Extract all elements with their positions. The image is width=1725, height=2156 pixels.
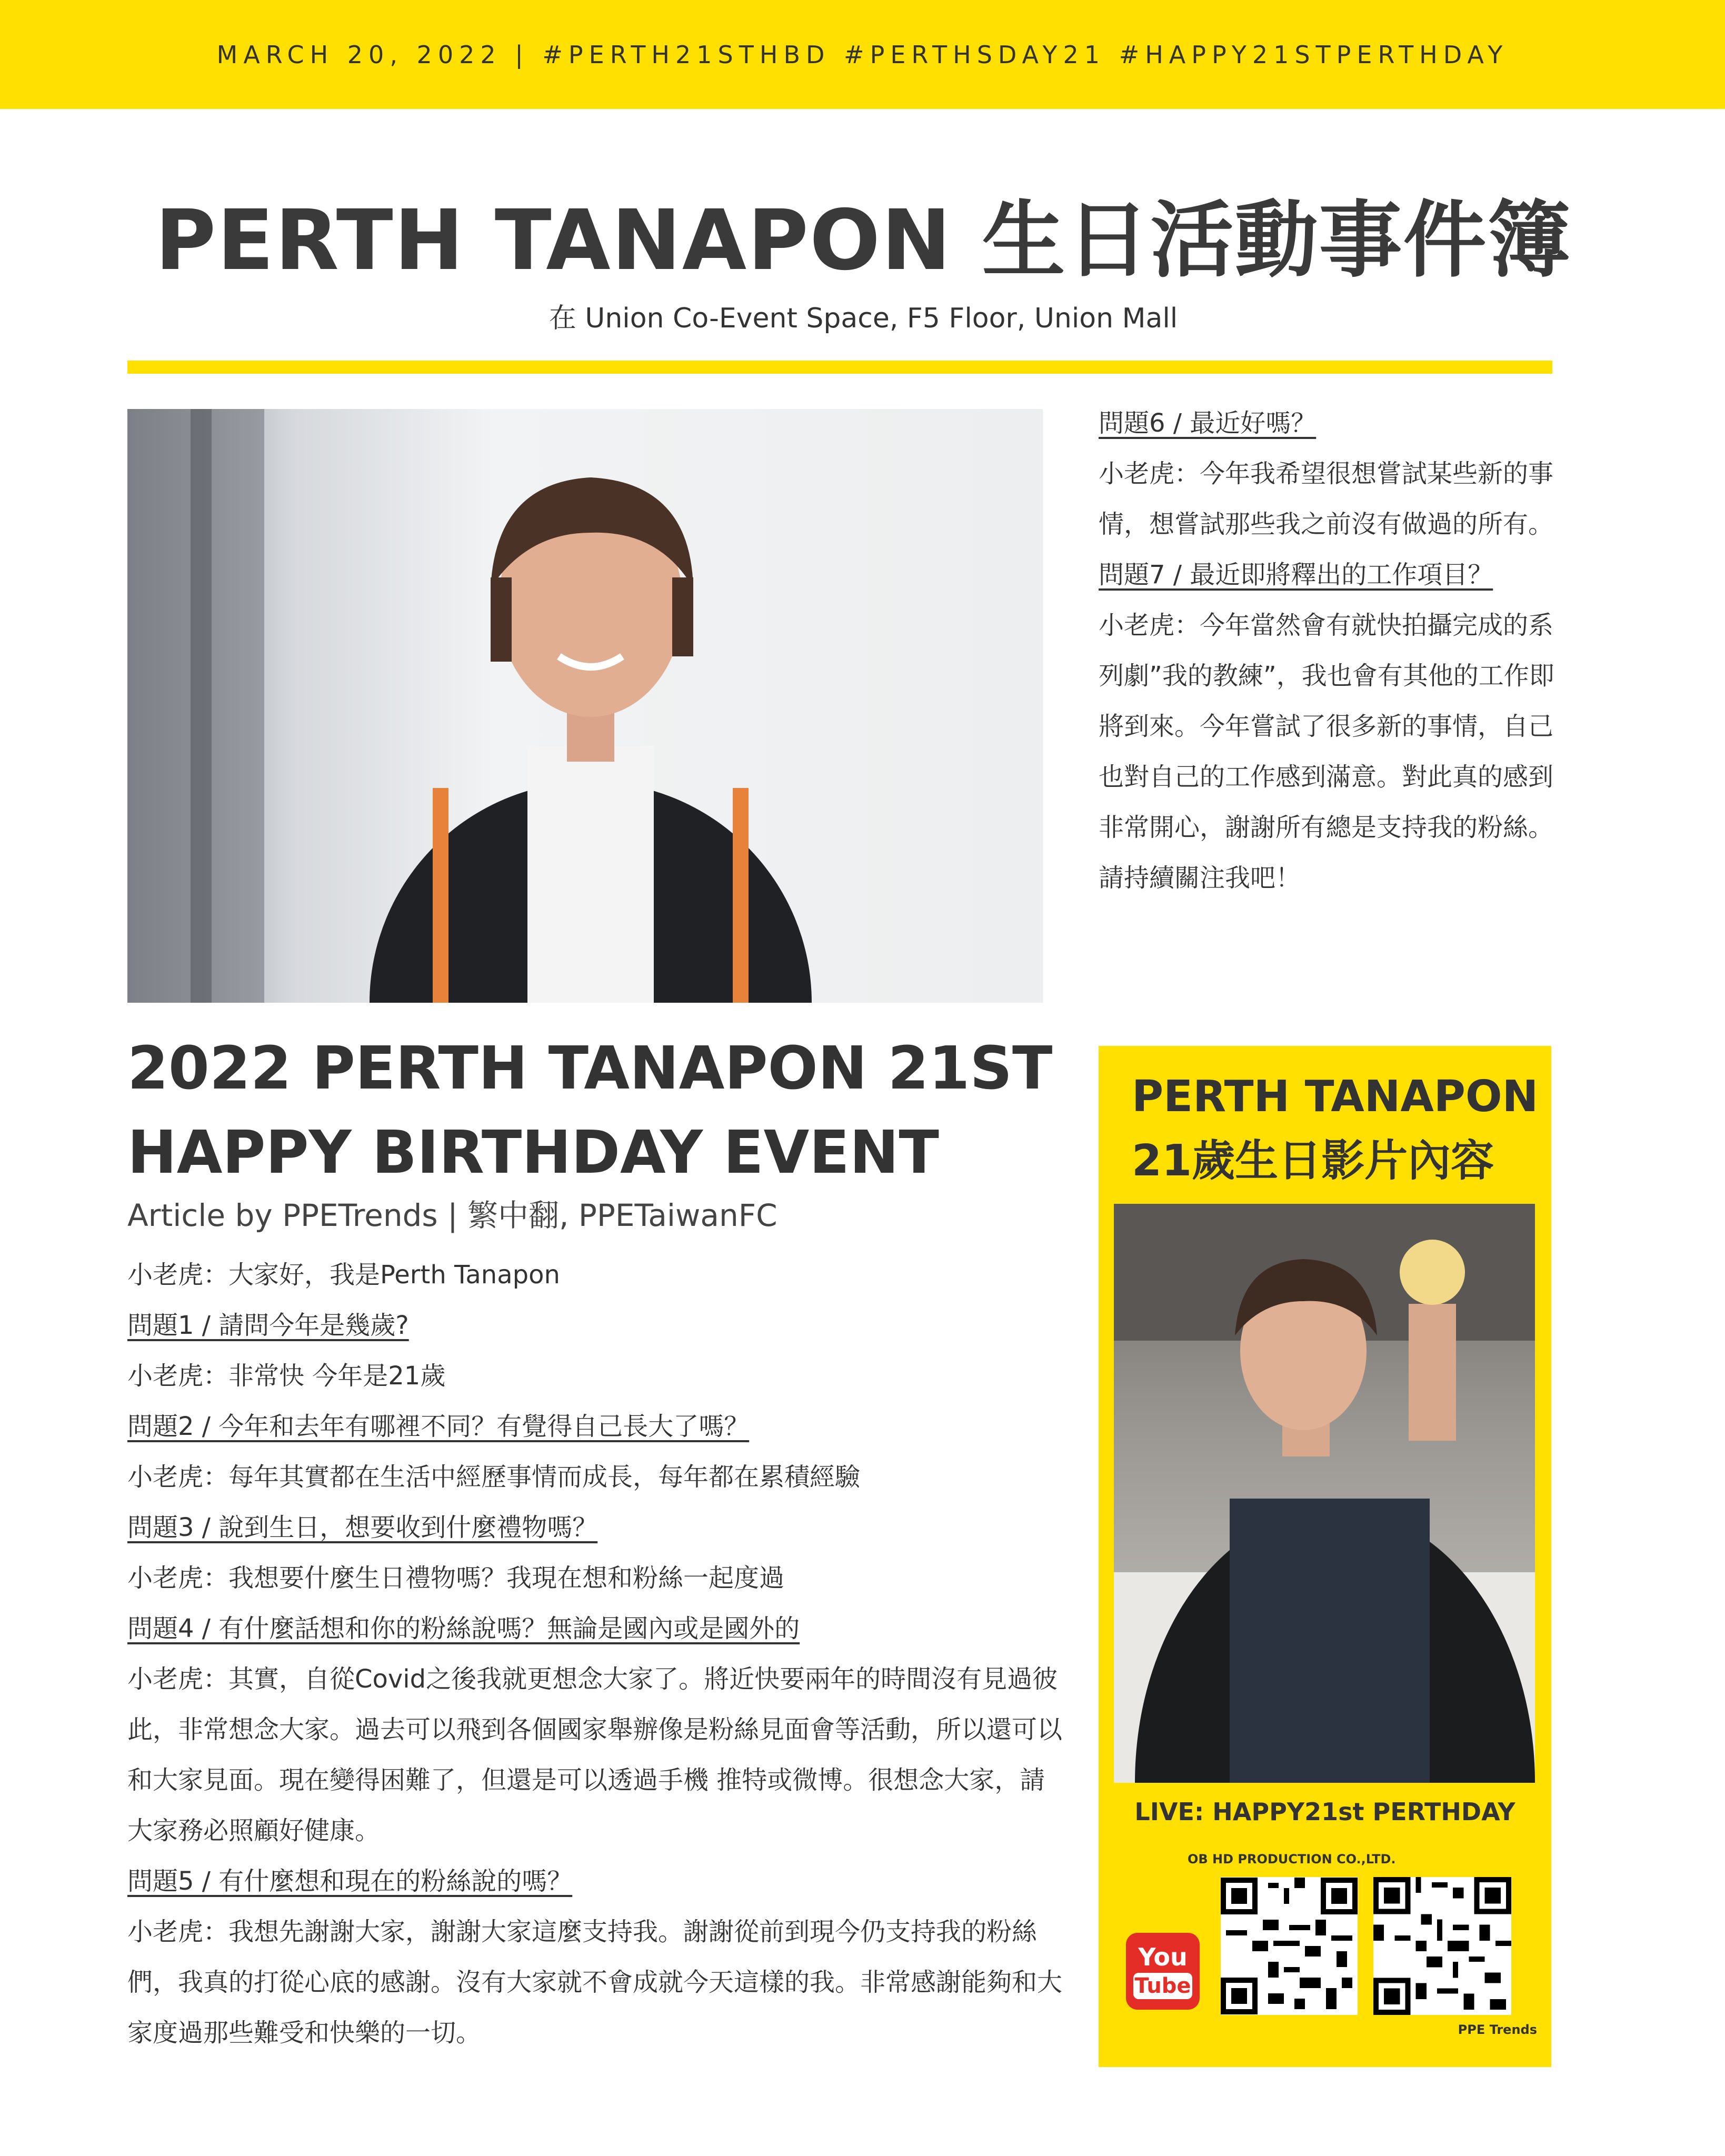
footer-credit: PPE Trends <box>1458 2022 1537 2037</box>
question-line: 問題5 / 有什麼想和現在的粉絲說的嗎？ <box>127 1866 573 1896</box>
qr-code-icon[interactable] <box>1221 1877 1358 2015</box>
youtube-logo-you: You <box>1138 1943 1188 1971</box>
answer-line: 小老虎：大家好，我是Perth Tanapon <box>127 1260 560 1290</box>
question-line: 問題7 / 最近即將釋出的工作項目？ <box>1099 560 1493 590</box>
main-photo <box>127 409 1043 1003</box>
question-line: 問題4 / 有什麼話想和你的粉絲說嗎？無論是國內或是國外的 <box>127 1614 800 1643</box>
question-line: 問題2 / 今年和去年有哪裡不同？有覺得自己長大了嗎？ <box>127 1412 750 1441</box>
live-label: LIVE: HAPPY21st PERTHDAY <box>1134 1798 1515 1826</box>
sidebar-heading: PERTH TANAPON 21歲生日影片內容 <box>1132 1072 1539 1186</box>
answer-line: 小老虎：我想先謝謝大家，謝謝大家這麼支持我。謝謝從前到現今仍支持我的粉絲們，我真的打從心底的感謝。沒有大家就不會成就今天這樣的我。非常感謝能夠和大家度過那些難受和快樂的一切。 <box>127 1917 1063 2048</box>
answer-line: 小老虎：其實，自從Covid之後我就更想念大家了。將近快要兩年的時間沒有見過彼此，非常想念大家。過去可以飛到各個國家舉辦像是粉絲見面會等活動，所以還可以和大家見面。現在變得困難了，但還是可以透過手機 推特或微博。很想念大家，請大家務必照顧好健康。 <box>127 1664 1063 1845</box>
question-line: 問題1 / 請問今年是幾歲? <box>127 1311 409 1340</box>
banner-text: MARCH 20, 2022 | #PERTH21STHBD #PERTHSDAY21 #HAPPY21STPERTHDAY <box>216 40 1509 69</box>
answer-line: 小老虎：非常快 今年是21歲 <box>127 1361 446 1391</box>
question-line: 問題6 / 最近好嗎？ <box>1099 408 1317 438</box>
youtube-logo-icon[interactable] <box>1126 1933 1200 2010</box>
article-title: 2022 PERTH TANAPON 21ST HAPPY BIRTHDAY EVENT <box>127 1034 1053 1187</box>
question-line: 問題3 / 說到生日，想要收到什麼禮物嗎？ <box>127 1513 598 1542</box>
page-title: PERTH TANAPON 生日活動事件簿 <box>155 192 1572 289</box>
qr-code-icon[interactable] <box>1373 1877 1511 2015</box>
venue-subtitle: 在 Union Co-Event Space, F5 Floor, Union Mall <box>549 303 1178 334</box>
top-banner <box>0 0 1725 109</box>
answer-line: 小老虎：每年其實都在生活中經歷事情而成長，每年都在累積經驗 <box>127 1462 861 1492</box>
answer-line: 小老虎：我想要什麼生日禮物嗎？我現在想和粉絲一起度過 <box>127 1563 785 1593</box>
answer-line: 小老虎：今年我希望很想嘗試某些新的事情，想嘗試那些我之前沒有做過的所有。 <box>1099 459 1554 539</box>
video-thumbnail <box>1114 1204 1535 1783</box>
youtube-logo-tube: Tube <box>1133 1973 1192 1999</box>
answer-line: 小老虎：今年當然會有就快拍攝完成的系列劇”我的教練”，我也會有其他的工作即將到來。今年嘗試了很多新的事情，自己也對自己的工作感到滿意。對此真的感到非常開心，謝謝所有總是支持我的粉絲。請持續關注我吧！ <box>1099 611 1554 893</box>
qa-column-right <box>1099 398 1562 903</box>
title-divider <box>127 361 1552 374</box>
article-byline: Article by PPETrends | 繁中翻, PPETaiwanFC <box>127 1197 777 1233</box>
qa-column-left <box>127 1250 1070 2058</box>
producer-credit: OB HD PRODUCTION CO.,LTD. <box>1188 1852 1396 1866</box>
